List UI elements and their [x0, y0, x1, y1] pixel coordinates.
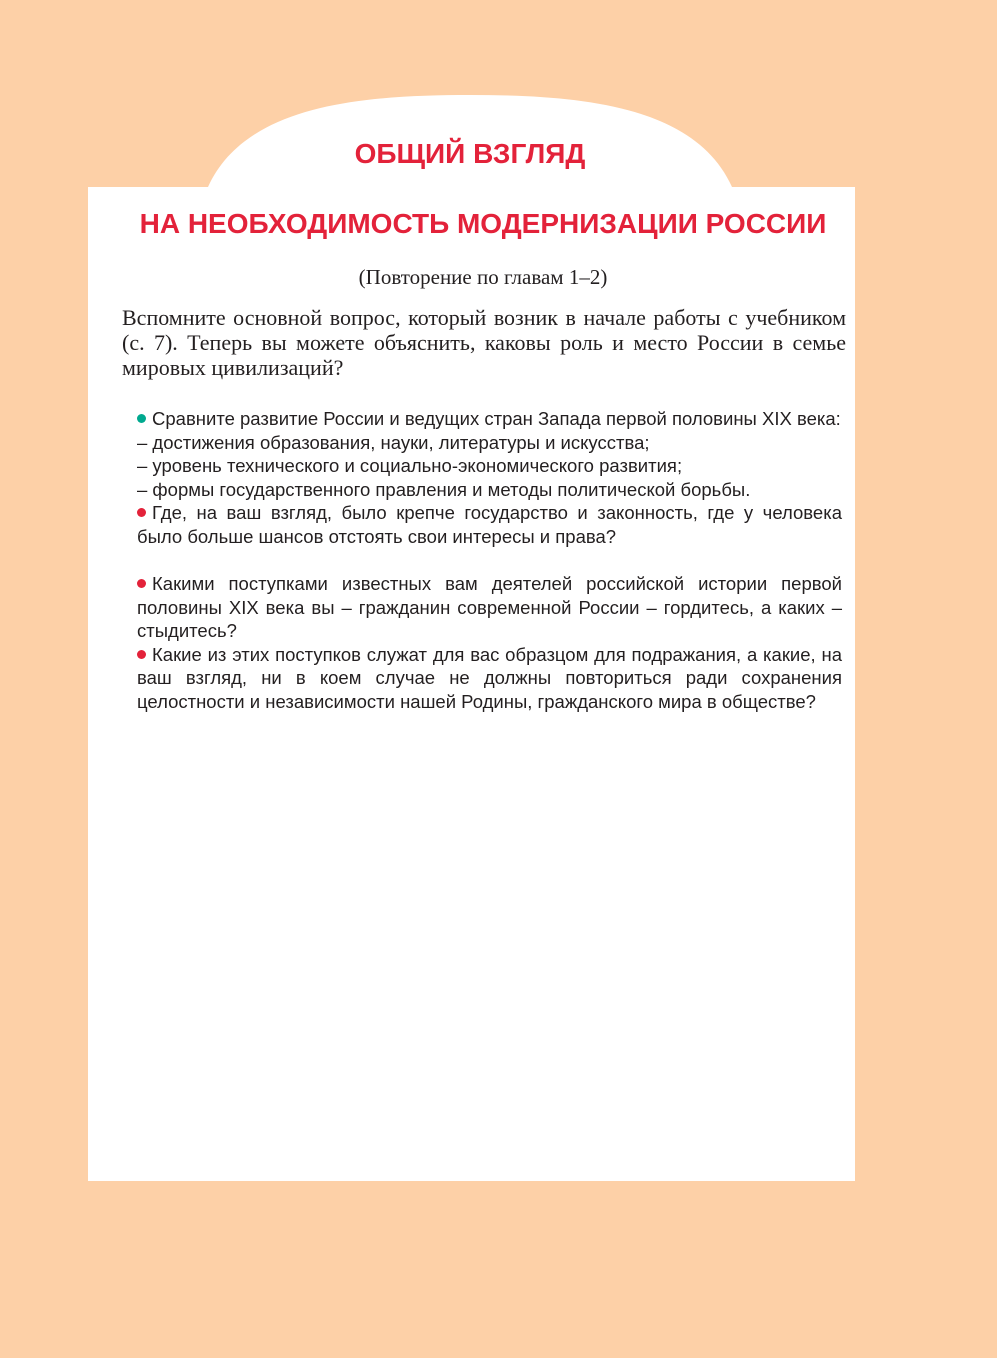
task-item [137, 501, 842, 548]
red-bullet-icon [137, 650, 146, 659]
teal-bullet-icon [137, 414, 146, 423]
task-group-2 [137, 572, 842, 713]
task-subitem: – уровень технического и социально-экономического развития; [137, 455, 683, 476]
task-item [137, 572, 842, 643]
task-group-1 [137, 407, 842, 548]
intro-paragraph: Вспомните основной вопрос, который возник в начале работы с учебником (с. 7). Теперь вы можете объяснить, каковы роль и место России в семье мировых цивилизаций? [122, 305, 846, 380]
red-bullet-icon [137, 508, 146, 517]
task-subitem: – формы государственного правления и методы политической борьбы. [137, 478, 751, 500]
subtitle: (Повторение по главам 1–2) [358, 265, 608, 289]
task-item [137, 407, 842, 431]
task-text: Где, на ваш взгляд, было крепче государство и законность, где у человека было больше шансов отстоять свои интересы и права? [137, 502, 842, 547]
task-text: Сравните развитие России и ведущих стран Запада первой половины XIX века: [152, 408, 841, 429]
red-bullet-icon [137, 579, 146, 588]
task-subitem: – достижения образования, науки, литературы и искусства; [137, 431, 650, 453]
task-item [137, 643, 842, 714]
section-title-main: НА НЕОБХОДИМОСТЬ МОДЕРНИЗАЦИИ РОССИИ [139, 208, 827, 239]
task-text: Какими поступками известных вам деятелей российской истории первой половины XIX века вы – гражданин современной России – гордитесь, а каких – стыдитесь? [137, 573, 842, 641]
section-title-top: ОБЩИЙ ВЗГЛЯД [354, 138, 586, 169]
task-text: Какие из этих поступков служат для вас образцом для подражания, а какие, на ваш взгляд, ни в коем случае не должны повториться ради сохранения целостности и независимости нашей Родины, гражданского мира в обществе? [137, 643, 842, 712]
